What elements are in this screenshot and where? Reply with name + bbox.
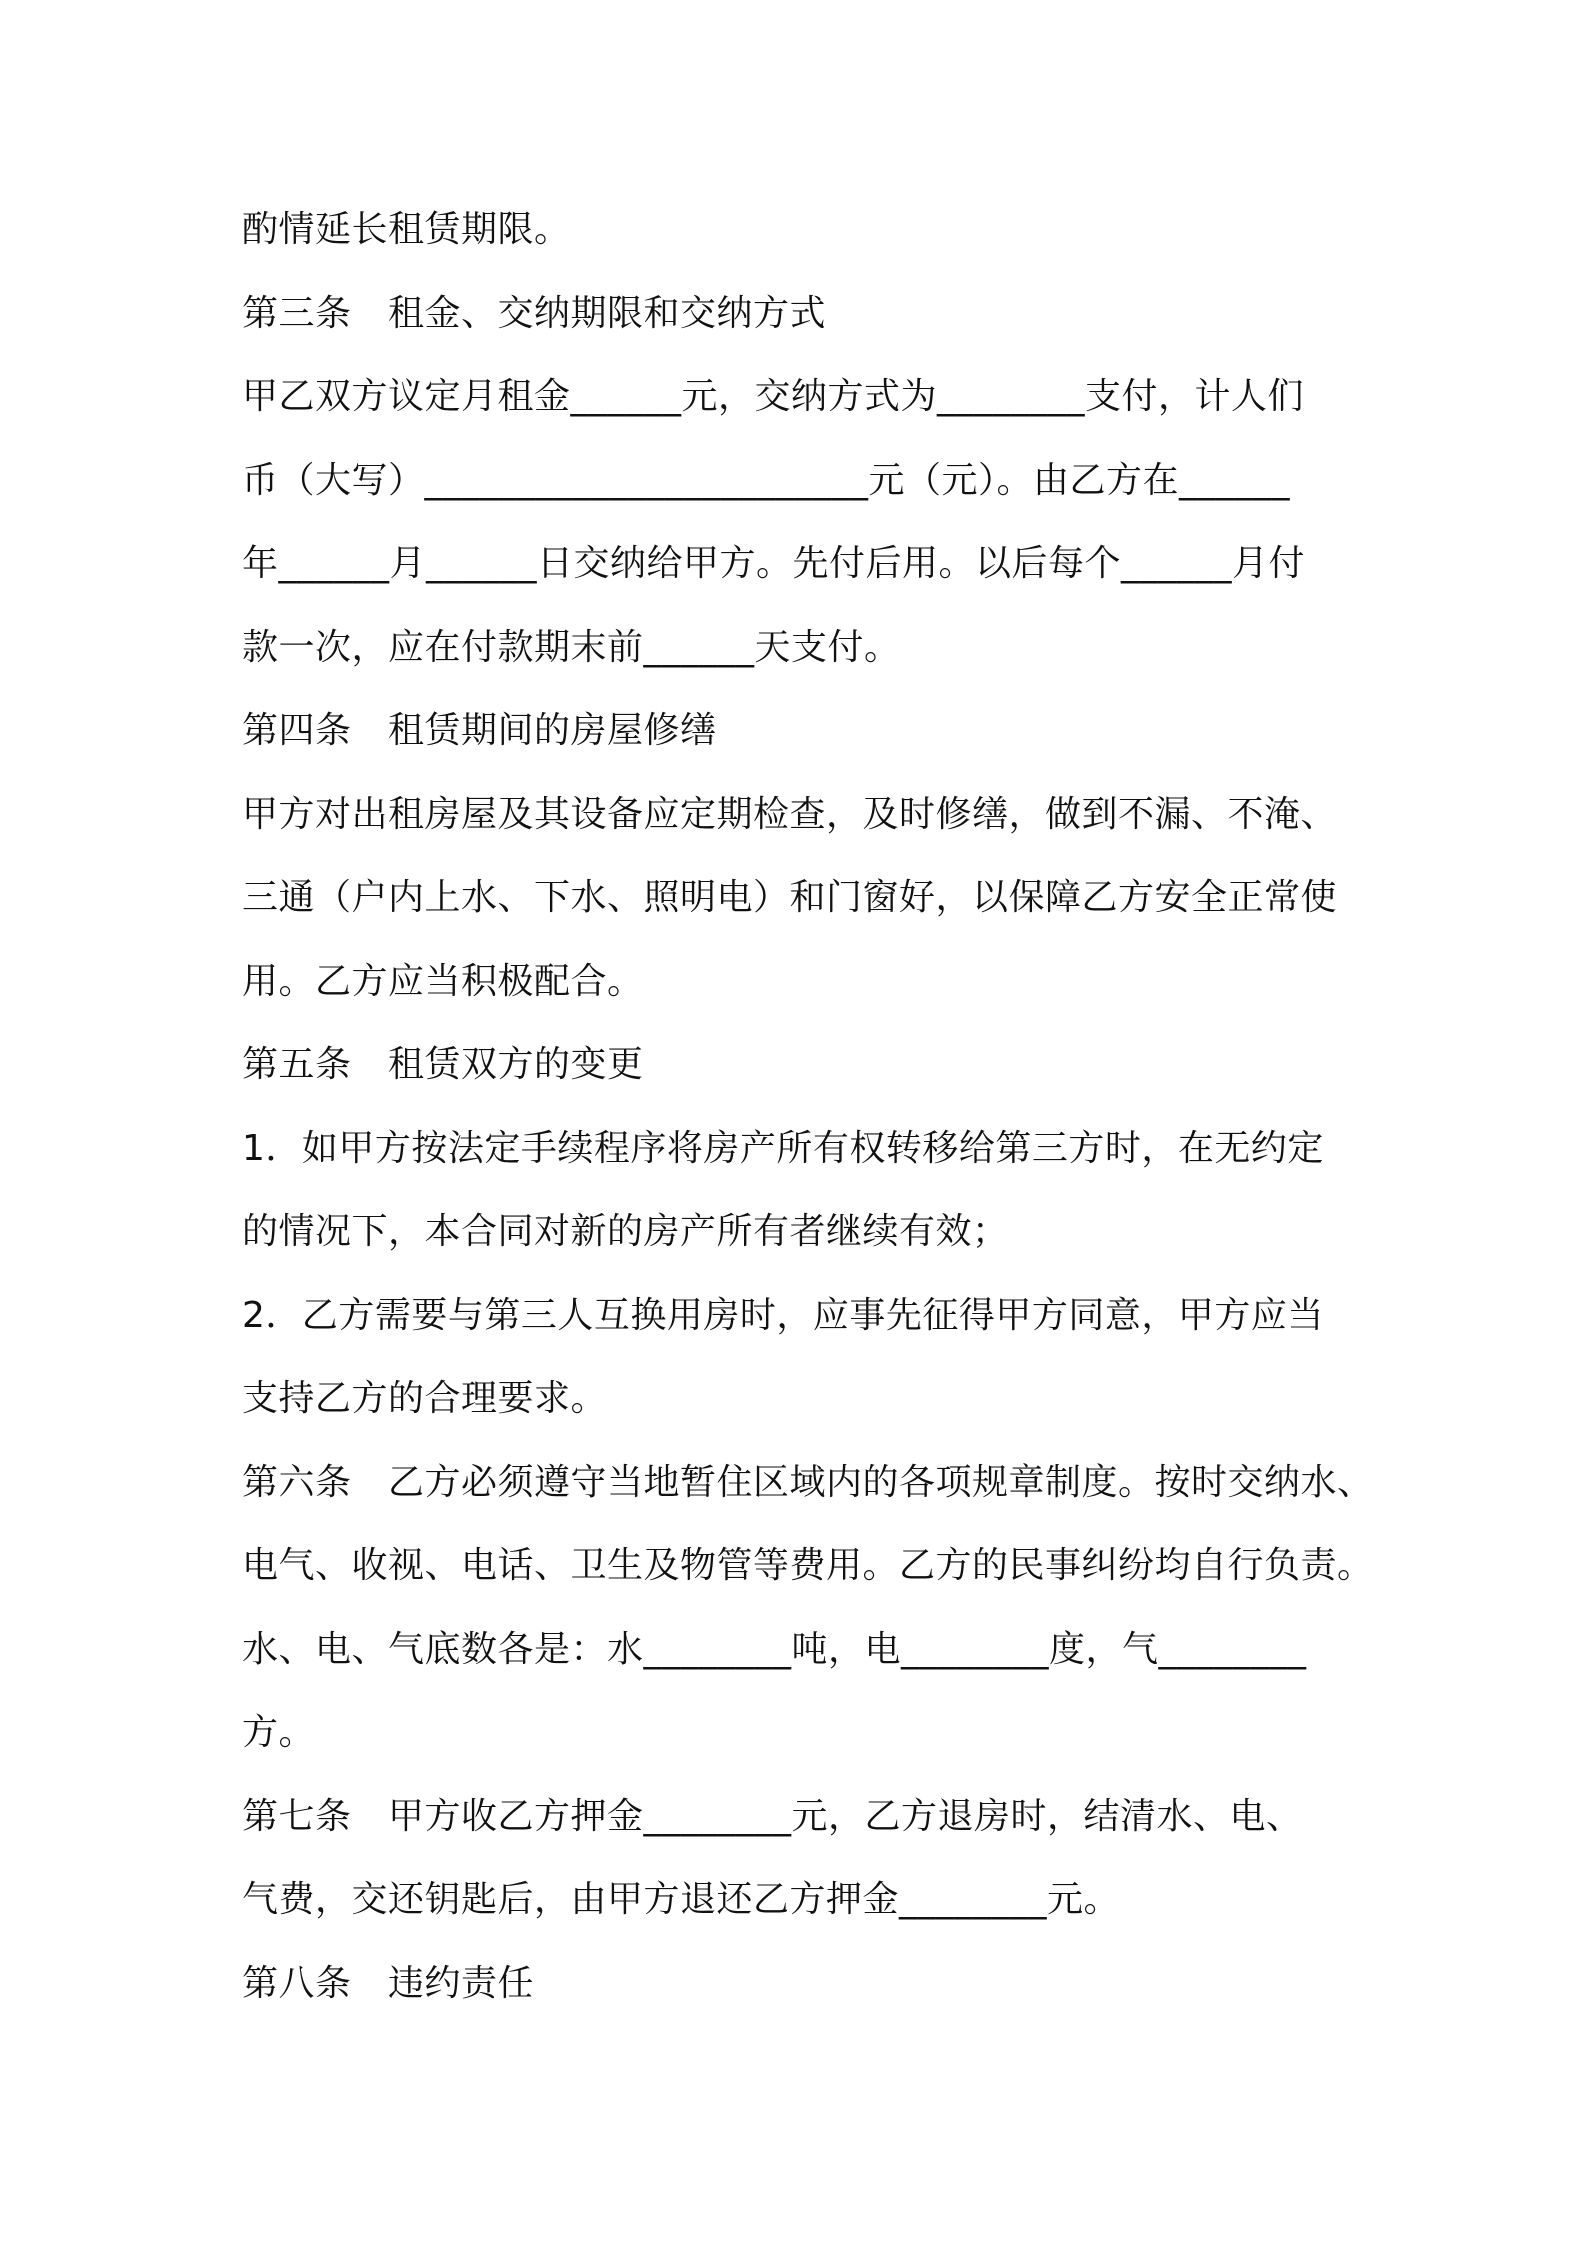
text-line: 方。 — [242, 1712, 316, 1753]
text-line: 酌情延长租赁期限。 — [242, 209, 571, 250]
article-3-heading: 第三条 租金、交纳期限和交纳方式 — [242, 292, 827, 334]
text-line: 三通（户内上水、下水、照明电）和门窗好，以保障乙方安全正常使 — [242, 877, 1338, 918]
text-line: 甲方对出租房屋及其设备应定期检查，及时修缮，做到不漏、不淹、 — [242, 793, 1338, 835]
text-line: 气费，交还钥匙后，由甲方退还乙方押金________元。 — [242, 1879, 1121, 1920]
text-line: 的情况下，本合同对新的房产所有者继续有效； — [242, 1211, 1009, 1252]
article-4-heading: 第四条 租赁期间的房屋修缮 — [242, 710, 717, 751]
text-line: 用。乙方应当积极配合。 — [242, 960, 644, 1002]
text-line: 电气、收视、电话、卫生及物管等费用。乙方的民事纠纷均自行负责。 — [242, 1545, 1374, 1586]
article-6-heading: 第六条 乙方必须遵守当地暂住区域内的各项规章制度。按时交纳水、 — [242, 1461, 1374, 1503]
text-line: 甲乙双方议定月租金______元，交纳方式为________支付，计人们 — [242, 376, 1305, 417]
text-line: 款一次，应在付款期末前______天支付。 — [242, 626, 901, 668]
text-line: 1．如甲方按法定手续程序将房产所有权转移给第三方时，在无约定 — [242, 1127, 1324, 1169]
text-line: 支持乙方的合理要求。 — [242, 1378, 608, 1419]
text-line: 水、电、气底数各是：水________吨，电________度，气________ — [242, 1628, 1307, 1670]
text-line: 币（大写）________________________元（元）。由乙方在______ — [242, 459, 1291, 501]
article-7-heading: 第七条 甲方收乙方押金________元，乙方退房时，结清水、电、 — [242, 1795, 1303, 1837]
text-line: 2．乙方需要与第三人互换用房时，应事先征得甲方同意，甲方应当 — [242, 1294, 1324, 1336]
article-8-heading: 第八条 违约责任 — [242, 1962, 535, 2004]
text-line: 年______月______日交纳给甲方。先付后用。以后每个______月付 — [242, 543, 1306, 584]
article-5-heading: 第五条 租赁双方的变更 — [242, 1044, 644, 1085]
contract-page — [242, 200, 1372, 2037]
